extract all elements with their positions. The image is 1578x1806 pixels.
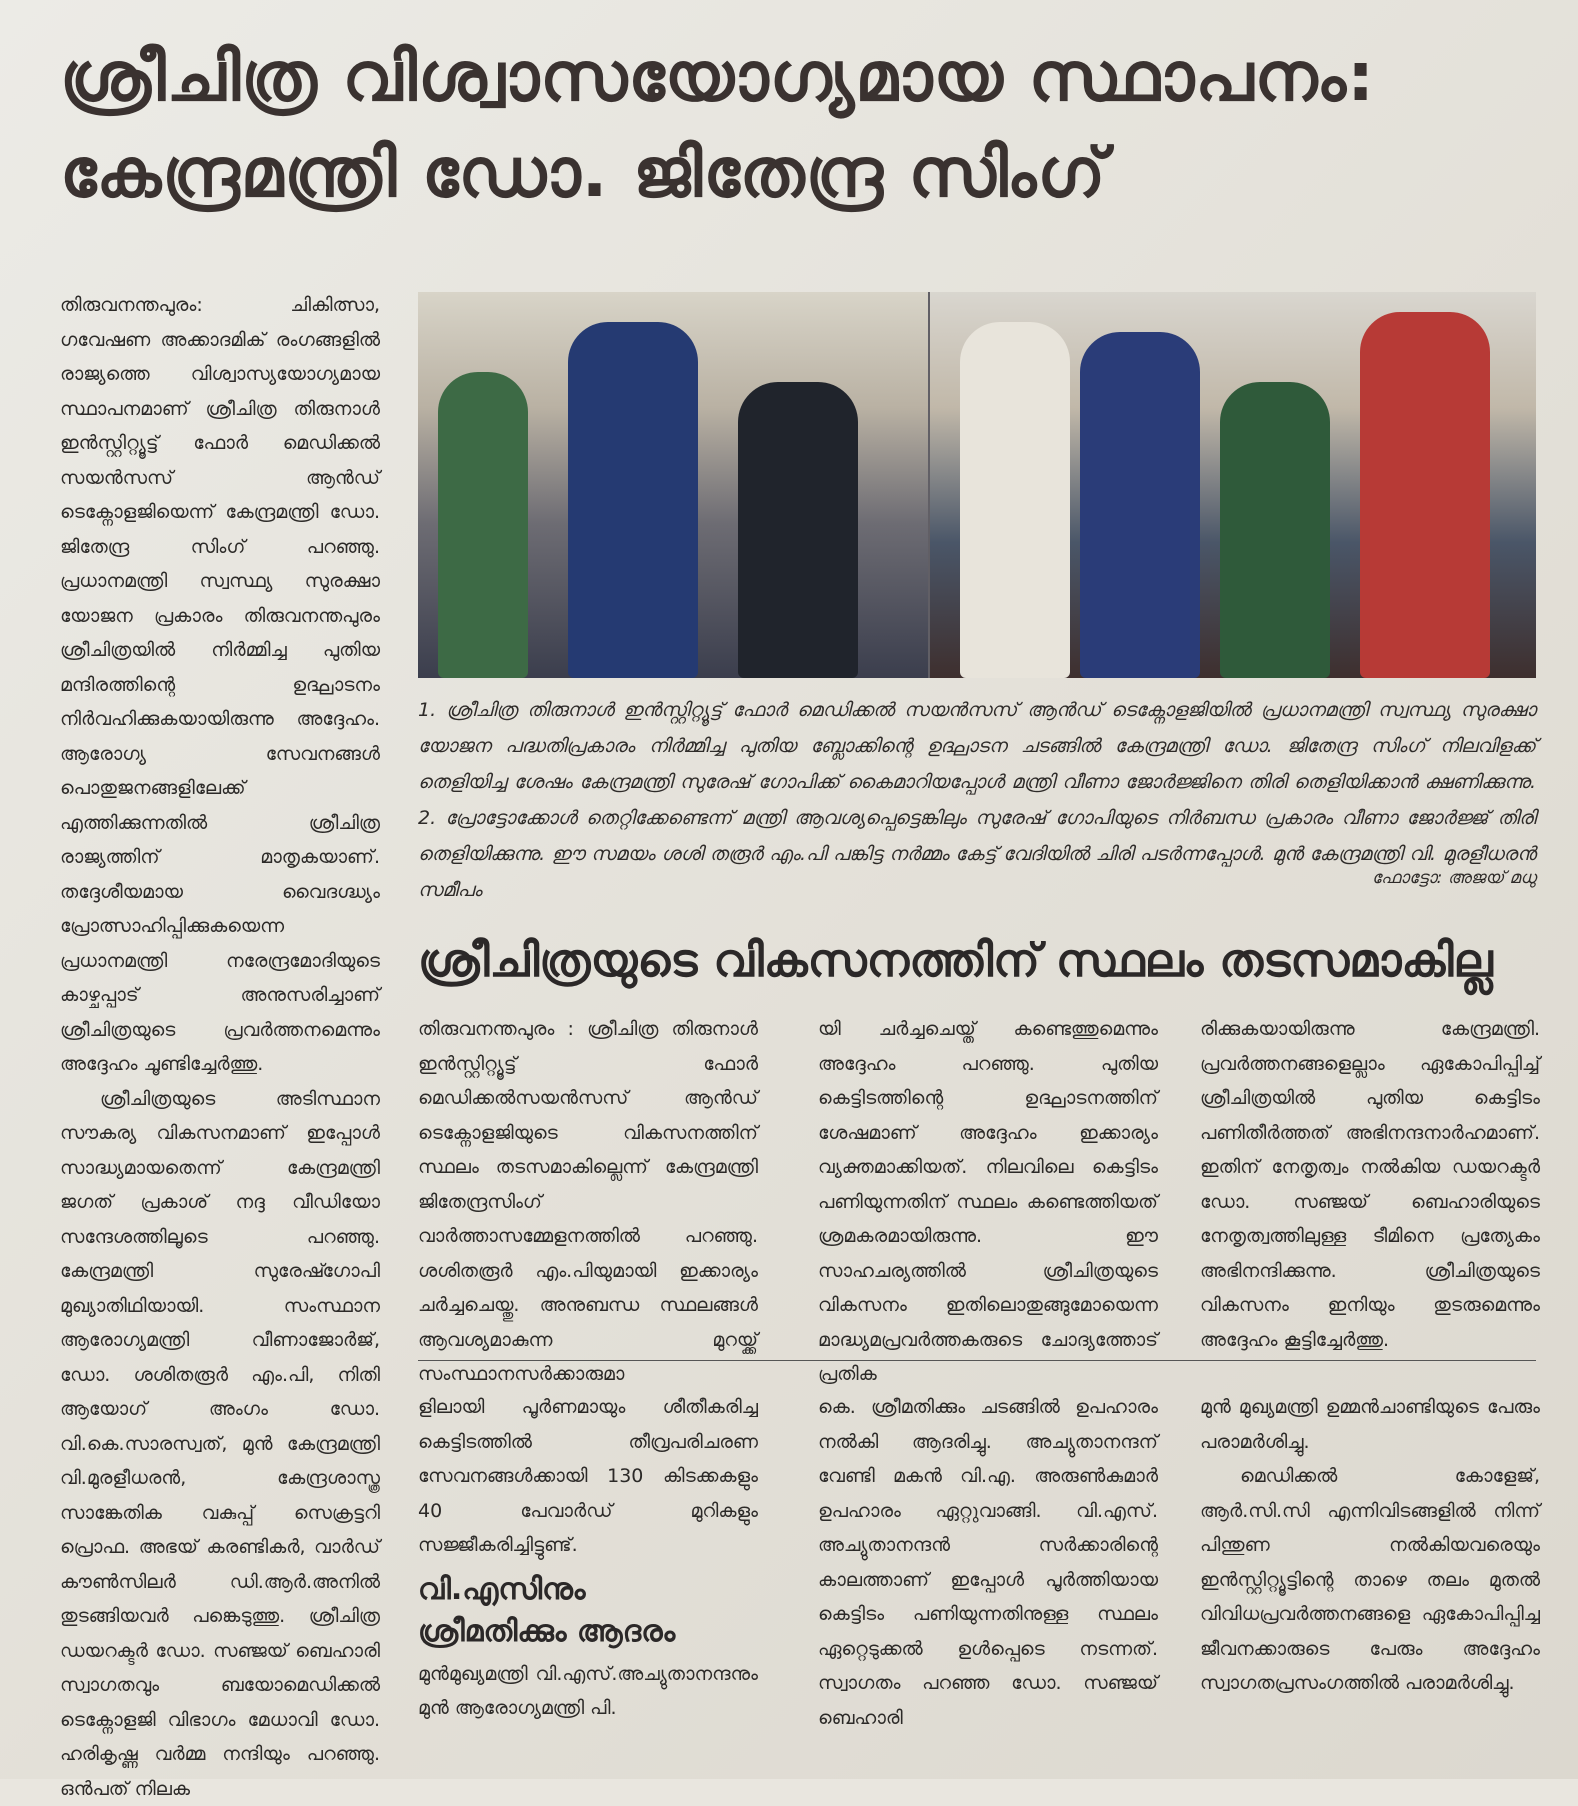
bottom-column-3-paragraph-2: മെഡിക്കൽ കോളേജ്, ആർ.സി.സി എന്നിവിടങ്ങളിൽ നിന്ന് പിന്തുണ നൽകിയവരെയും ഇൻസ്റ്റിറ്റ്യൂട്ടിന്റെ താഴെ തലം മുതൽ വിവിധപ്രവർത്തനങ്ങളെ ഏകോപിപ്പിച്ച ജീവനക്കാരുടെ പേരും അദ്ദേഹം സ്വാഗതപ്രസംഗത്തിൽ പരാമർശിച്ചു. <box>1200 1459 1540 1701</box>
sub-story-column-1-text: തിരുവനന്തപുരം : ശ്രീചിത്ര തിരുനാൾ ഇൻസ്റ്റിറ്റ്യൂട്ട് ഫോർ മെഡിക്കൽസയൻസസ് ആൻഡ് ടെക്നോളജിയുടെ വികസനത്തിന് സ്ഥലം തടസമാകില്ലെന്ന് കേന്ദ്രമന്ത്രി ജിതേന്ദ്രസിംഗ് വാർത്താസമ്മേളനത്തിൽ പറഞ്ഞു. ശശിതരൂർ എം.പിയുമായി ഇക്കാര്യം ചർച്ചചെയ്തു. അനുബന്ധ സ്ഥലങ്ങൾ ആവശ്യമാകുന്ന മുറയ്ക്ക് സംസ്ഥാനസർക്കാരുമാ <box>418 1012 758 1392</box>
section-divider <box>418 1360 1536 1361</box>
headline-line-1: ശ്രീചിത്ര വിശ്വാസയോഗ്യമായ സ്ഥാപനം: <box>60 30 1520 126</box>
bottom-subheading-line-2: ശ്രീമതിക്കും ആദരം <box>418 1611 758 1653</box>
bottom-column-3 <box>1200 1390 1540 1701</box>
bottom-subheading-line-1: വി.എസിനും <box>418 1569 758 1611</box>
left-column-paragraph-2: ശ്രീചിത്രയുടെ അടിസ്ഥാന സൗകര്യ വികസനമാണ് ഇപ്പോൾ സാദ്ധ്യമായതെന്ന് കേന്ദ്രമന്ത്രി ജഗത് പ്രകാശ് നദ്ദ വീഡിയോ സന്ദേശത്തിലൂടെ പറഞ്ഞു. കേന്ദ്രമന്ത്രി സുരേഷ്ഗോപി മുഖ്യാതിഥിയായി. സംസ്ഥാന ആരോഗ്യമന്ത്രി വീണാജോർജ്, ഡോ. ശശിതരൂർ എം.പി, നിതി ആയോഗ് അംഗം ഡോ. വി.കെ.സാരസ്വത്, മുൻ കേന്ദ്രമന്ത്രി വി.മുരളീധരൻ, കേന്ദ്രശാസ്ത്ര സാങ്കേതിക വകുപ്പ് സെക്രട്ടറി പ്രൊഫ. അഭയ് കരണ്ടികർ, വാർഡ് കൗൺസിലർ ഡി.ആർ.അനിൽ തുടങ്ങിയവർ പങ്കെടുത്തു. ശ്രീചിത്ര ഡയറക്ടർ ഡോ. സഞ്ജയ് ബെഹാരി സ്വാഗതവും ബയോമെഡിക്കൽ ടെക്നോളജി വിഭാഗം മേധാവി ഡോ. ഹരികൃഷ്ണ വർമ്മ നന്ദിയും പറഞ്ഞു. ഒൻപത് നിലക <box>60 1082 380 1806</box>
sub-story-column-3 <box>1200 1012 1540 1357</box>
main-headline <box>60 30 1520 222</box>
photo-panel-1 <box>418 292 928 678</box>
bottom-column-1-after-text: മുൻമുഖ്യമന്ത്രി വി.എസ്.അച്യുതാനന്ദനും മുൻ ആരോഗ്യമന്ത്രി പി. <box>418 1657 758 1726</box>
photo-caption: 1. ശ്രീചിത്ര തിരുനാൾ ഇൻസ്റ്റിറ്റ്യൂട്ട് ഫോർ മെഡിക്കൽ സയൻസസ് ആൻഡ് ടെക്നോളജിയിൽ പ്രധാനമന്ത്രി സ്വസ്ഥ്യ സുരക്ഷാ യോജന പദ്ധതിപ്രകാരം നിർമ്മിച്ച പുതിയ ബ്ലോക്കിന്റെ ഉദ്ഘാടന ചടങ്ങിൽ കേന്ദ്രമന്ത്രി ഡോ. ജിതേന്ദ്ര സിംഗ് നിലവിളക്ക് തെളിയിച്ച ശേഷം കേന്ദ്രമന്ത്രി സുരേഷ് ഗോപിക്ക് കൈമാറിയപ്പോൾ മന്ത്രി വീണാ ജോർജ്ജിനെ തിരി തെളിയിക്കാൻ ക്ഷണിക്കുന്നു. 2. പ്രോട്ടോക്കോൾ തെറ്റിക്കേണ്ടെന്ന് മന്ത്രി ആവശ്യപ്പെട്ടെങ്കിലും സുരേഷ് ഗോപിയുടെ നിർബന്ധ പ്രകാരം വീണാ ജോർജ്ജ് തിരി തെളിയിക്കുന്നു. ഈ സമയം ശശി തരൂർ എം.പി പങ്കിട്ട നർമ്മം കേട്ട് വേദിയിൽ ചിരി പടർന്നപ്പോൾ. മുൻ കേന്ദ്രമന്ത്രി വി. മുരളീധരൻ സമീപം <box>418 692 1536 908</box>
news-photo <box>418 292 1536 678</box>
photo-credit: ഫോട്ടോ: അജയ് മധു <box>1372 868 1536 888</box>
sub-story-column-3-text: രിക്കുകയായിരുന്നു കേന്ദ്രമന്ത്രി. പ്രവർത്തനങ്ങളെല്ലാം ഏകോപിപ്പിച്ച് ശ്രീചിത്രയിൽ പുതിയ കെട്ടിടം പണിതീർത്തത് അഭിനന്ദനാർഹമാണ്. ഇതിന് നേതൃത്വം നൽകിയ ഡയറക്ടർ ഡോ. സഞ്ജയ് ബെഹാരിയുടെ നേതൃത്വത്തിലുള്ള ടീമിനെ പ്രത്യേകം അഭിനന്ദിക്കുന്നു. ശ്രീചിത്രയുടെ വികസനം ഇനിയും തുടരുമെന്നും അദ്ദേഹം കൂട്ടിച്ചേർത്തു. <box>1200 1012 1540 1357</box>
bottom-column-2-text: കെ. ശ്രീമതിക്കും ചടങ്ങിൽ ഉപഹാരം നൽകി ആദരിച്ചു. അച്യുതാനന്ദന് വേണ്ടി മകൻ വി.എ. അരുൺകുമാർ ഉപഹാരം ഏറ്റുവാങ്ങി. വി.എസ്. അച്യുതാനന്ദൻ സർക്കാരിന്റെ കാലത്താണ് ഇപ്പോൾ പൂർത്തിയായ കെട്ടിടം പണിയുന്നതിനുള്ള സ്ഥലം ഏറ്റെടുക്കൽ ഉൾപ്പെടെ നടന്നത്. സ്വാഗതം പറഞ്ഞ ഡോ. സഞ്ജയ് ബെഹാരി <box>818 1390 1158 1735</box>
left-column-paragraph-1: തിരുവനന്തപുരം: ചികിത്സാ, ഗവേഷണ അക്കാദമിക് രംഗങ്ങളിൽ രാജ്യത്തെ വിശ്വാസ്യയോഗ്യമായ സ്ഥാപനമാണ് ശ്രീചിത്ര തിരുനാൾ ഇൻസ്റ്റിറ്റ്യൂട്ട് ഫോർ മെഡിക്കൽ സയൻസസ് ആൻഡ് ടെക്നോളജിയെന്ന് കേന്ദ്രമന്ത്രി ഡോ. ജിതേന്ദ്ര സിംഗ് പറഞ്ഞു. പ്രധാനമന്ത്രി സ്വസ്ഥ്യ സുരക്ഷാ യോജന പ്രകാരം തിരുവനന്തപുരം ശ്രീചിത്രയിൽ നിർമ്മിച്ച പുതിയ മന്ദിരത്തിന്റെ ഉദ്ഘാടനം നിർവഹിക്കുകയായിരുന്നു അദ്ദേഹം. ആരോഗ്യ സേവനങ്ങൾ പൊതുജനങ്ങളിലേക്ക് എത്തിക്കുന്നതിൽ ശ്രീചിത്ര രാജ്യത്തിന് മാതൃകയാണ്. തദ്ദേശീയമായ വൈദഗ്ദ്ധ്യം പ്രോത്സാഹിപ്പിക്കുകയെന്ന പ്രധാനമന്ത്രി നരേന്ദ്രമോദിയുടെ കാഴ്ചപ്പാട് അനുസരിച്ചാണ് ശ്രീചിത്രയുടെ പ്രവർത്തനമെന്നും അദ്ദേഹം ചൂണ്ടിച്ചേർത്തു. <box>60 288 380 1082</box>
bottom-column-3-paragraph-1: മുൻ മുഖ്യമന്ത്രി ഉമ്മൻചാണ്ടിയുടെ പേരും പരാമർശിച്ചു. <box>1200 1390 1540 1459</box>
sub-story-column-1 <box>418 1012 758 1392</box>
sub-story-headline: ശ്രീചിത്രയുടെ വികസനത്തിന് സ്ഥലം തടസമാകില്ല <box>418 930 1536 990</box>
sub-story-column-2 <box>818 1012 1158 1392</box>
bottom-column-2 <box>818 1390 1158 1735</box>
sub-story-column-2-text: യി ചർച്ചചെയ്ത് കണ്ടെത്തുമെന്നും അദ്ദേഹം പറഞ്ഞു. പുതിയ കെട്ടിടത്തിന്റെ ഉദ്ഘാടനത്തിന് ശേഷമാണ് അദ്ദേഹം ഇക്കാര്യം വ്യക്തമാക്കിയത്. നിലവിലെ കെട്ടിടം പണിയുന്നതിന് സ്ഥലം കണ്ടെത്തിയത് ശ്രമകരമായിരുന്നു. ഈ സാഹചര്യത്തിൽ ശ്രീചിത്രയുടെ വികസനം ഇതിലൊതുങ്ങുമോയെന്ന മാദ്ധ്യമപ്രവർത്തകരുടെ ചോദ്യത്തോട് പ്രതിക <box>818 1012 1158 1392</box>
headline-line-2: കേന്ദ്രമന്ത്രി ഡോ. ജിതേന്ദ്ര സിംഗ് <box>60 126 1520 222</box>
photo-panel-2 <box>930 292 1536 678</box>
left-column-story <box>60 288 380 1806</box>
bottom-column-1-text: ളിലായി പൂർണമായും ശീതീകരിച്ച കെട്ടിടത്തിൽ തീവ്രപരിചരണ സേവനങ്ങൾക്കായി 130 കിടക്കകളും 40 പേവാർഡ് മുറികളും സജ്ജീകരിച്ചിട്ടുണ്ട്. <box>418 1390 758 1563</box>
bottom-subheading <box>418 1569 758 1653</box>
bottom-column-1 <box>418 1390 758 1726</box>
